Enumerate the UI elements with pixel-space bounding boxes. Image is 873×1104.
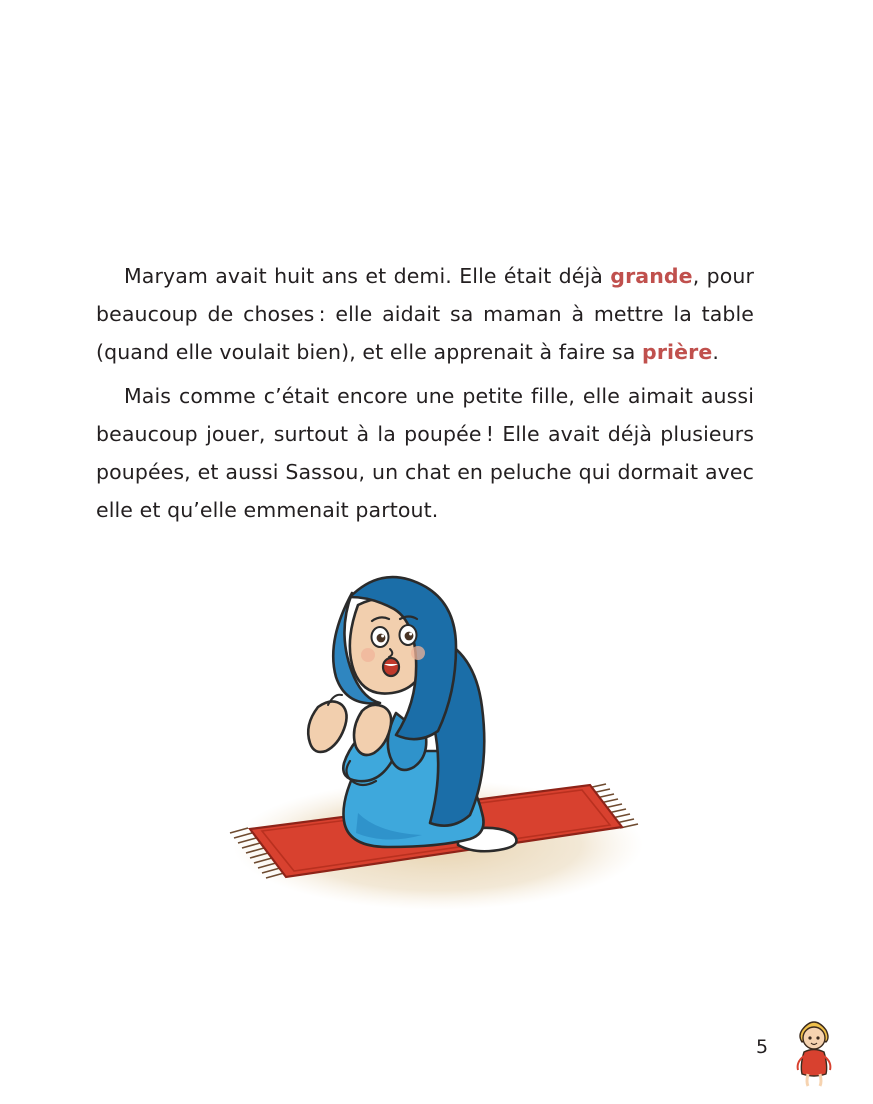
text-run: Mais comme c’était encore une petite fille, elle aimait aussi beaucoup jouer, surtout à la poupée ! Elle avait déjà plusieurs poupées, et aussi Sassou, un chat en peluche qui dormait avec elle et qu’elle emmenait partout. [96, 383, 754, 522]
page-number: 5 [756, 1036, 769, 1058]
paragraph-2 [96, 378, 754, 530]
text-run: Maryam avait huit ans et demi. Elle était déjà [124, 264, 611, 288]
page-text-block [96, 258, 754, 535]
paragraph-1 [96, 258, 754, 372]
highlighted-word-priere: prière [642, 339, 713, 364]
highlighted-word-grande: grande [610, 264, 693, 288]
mascot-icon [788, 1012, 840, 1090]
text-run: . [712, 339, 719, 364]
illustration-girl-praying [190, 545, 680, 945]
text-run: , pour beaucoup de choses : elle aidait sa maman à mettre la table (quand elle voulait bien), et elle apprenait à faire sa [96, 264, 755, 364]
